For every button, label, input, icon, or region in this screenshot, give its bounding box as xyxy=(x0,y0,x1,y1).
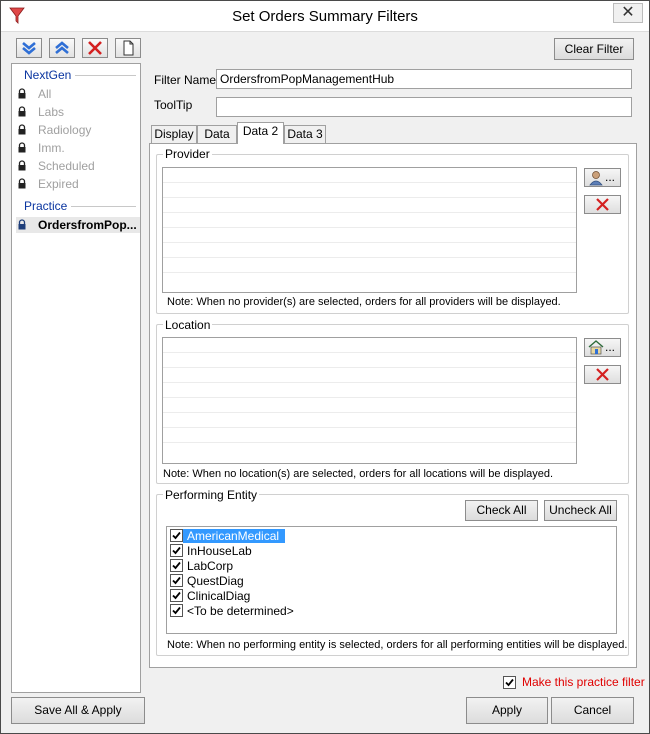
filter-item-scheduled[interactable] xyxy=(16,158,140,174)
delete-x-icon xyxy=(585,366,620,383)
lock-icon xyxy=(16,105,28,119)
list-row xyxy=(163,398,576,413)
group-header-label: Practice xyxy=(24,199,68,213)
provider-list[interactable] xyxy=(162,167,577,293)
entity-checkbox[interactable] xyxy=(170,574,183,587)
filter-item-labs[interactable] xyxy=(16,104,140,120)
delete-filter-button[interactable] xyxy=(82,38,108,58)
move-down-button[interactable] xyxy=(16,38,42,58)
tooltip-field[interactable] xyxy=(216,97,632,117)
location-remove-button[interactable] xyxy=(584,365,621,384)
location-browse-label: ... xyxy=(605,340,616,354)
entity-row-questdiag[interactable] xyxy=(170,573,248,588)
make-practice-checkbox[interactable] xyxy=(503,676,516,689)
tab-data-3[interactable]: Data 3 xyxy=(284,125,326,143)
group-divider xyxy=(71,206,136,207)
provider-note: Note: When no provider(s) are selected, orders for all providers will be displayed. xyxy=(167,296,561,308)
list-row xyxy=(163,213,576,228)
list-row xyxy=(163,338,576,353)
entity-label: QuestDiag xyxy=(187,573,244,588)
list-row xyxy=(163,368,576,383)
filter-list xyxy=(11,63,141,693)
entity-label: LabCorp xyxy=(187,558,234,573)
location-browse-button[interactable] xyxy=(584,338,621,357)
provider-browse-button[interactable] xyxy=(584,168,621,187)
tab-data-2[interactable]: Data 2 xyxy=(237,122,284,144)
lock-icon xyxy=(16,218,28,232)
save-all-apply-label: Save All & Apply xyxy=(34,703,122,717)
entity-label: InHouseLab xyxy=(187,543,252,558)
performing-entity-note: Note: When no performing entity is selected, orders for all performing entities will be displayed. xyxy=(167,639,628,651)
filter-item-label: All xyxy=(38,87,52,101)
clear-filter-label: Clear Filter xyxy=(564,42,624,56)
new-document-icon xyxy=(116,39,140,57)
list-row xyxy=(163,228,576,243)
filter-item-label: Imm. xyxy=(38,141,65,155)
filter-name-label: Filter Name xyxy=(154,73,217,87)
filter-name-field[interactable]: OrdersfromPopManagementHub xyxy=(216,69,632,89)
filter-item-label: OrdersfromPop... xyxy=(38,218,137,232)
tab-display[interactable]: Display xyxy=(151,125,197,143)
provider-browse-label: ... xyxy=(605,170,616,184)
move-up-button[interactable] xyxy=(49,38,75,58)
location-list[interactable] xyxy=(162,337,577,464)
chevron-down-icon xyxy=(17,39,41,57)
apply-button[interactable] xyxy=(466,697,548,724)
checkmark-icon xyxy=(171,560,182,571)
make-practice-label: Make this practice filter xyxy=(522,675,645,689)
lock-icon xyxy=(16,123,28,137)
filter-item-label: Labs xyxy=(38,105,65,119)
group-header-practice xyxy=(16,198,136,214)
chevron-up-icon xyxy=(50,39,74,57)
list-row xyxy=(163,428,576,443)
entity-row-inhouselab[interactable] xyxy=(170,543,256,558)
entity-label: AmericanMedical xyxy=(183,529,285,543)
filter-item-label: Expired xyxy=(38,177,79,191)
check-all-button[interactable] xyxy=(465,500,538,521)
list-row xyxy=(163,413,576,428)
tab-data[interactable]: Data xyxy=(197,125,237,143)
apply-label: Apply xyxy=(491,703,523,717)
save-all-apply-button[interactable] xyxy=(11,697,145,724)
list-row xyxy=(163,258,576,273)
cancel-button[interactable] xyxy=(551,697,634,724)
checkmark-icon xyxy=(171,530,182,541)
uncheck-all-button[interactable] xyxy=(544,500,617,521)
checkmark-icon xyxy=(171,575,182,586)
entity-checkbox[interactable] xyxy=(170,604,183,617)
entity-row-to-be-determined[interactable] xyxy=(170,603,298,618)
entity-checkbox[interactable] xyxy=(170,589,183,602)
filter-item-all[interactable] xyxy=(16,86,140,102)
location-note: Note: When no location(s) are selected, orders for all locations will be displayed. xyxy=(163,468,554,480)
group-divider xyxy=(75,75,136,76)
delete-x-icon xyxy=(83,39,107,57)
close-button[interactable]: ✕ xyxy=(613,3,643,23)
new-filter-button[interactable] xyxy=(115,38,141,58)
provider-remove-button[interactable] xyxy=(584,195,621,214)
checkmark-icon xyxy=(171,545,182,556)
filter-item-imm[interactable] xyxy=(16,140,140,156)
window-title: Set Orders Summary Filters xyxy=(232,8,418,25)
filter-item-label: Scheduled xyxy=(38,159,95,173)
checkmark-icon xyxy=(171,590,182,601)
entity-checkbox[interactable] xyxy=(170,529,183,542)
provider-title: Provider xyxy=(165,147,210,161)
filter-item-label: Radiology xyxy=(38,123,92,137)
checkmark-icon xyxy=(504,677,515,688)
entity-label: ClinicalDiag xyxy=(187,588,251,603)
list-row xyxy=(163,168,576,183)
list-row xyxy=(163,383,576,398)
entity-row-labcorp[interactable] xyxy=(170,558,237,573)
tooltip-label: ToolTip xyxy=(154,98,193,112)
lock-icon xyxy=(16,141,28,155)
list-row xyxy=(163,353,576,368)
lock-icon xyxy=(16,87,28,101)
group-header-nextgen xyxy=(16,67,136,83)
entity-checkbox[interactable] xyxy=(170,559,183,572)
clear-filter-button[interactable] xyxy=(554,38,634,60)
uncheck-all-label: Uncheck All xyxy=(549,503,612,517)
list-row xyxy=(163,183,576,198)
group-header-label: NextGen xyxy=(24,68,72,82)
cancel-label: Cancel xyxy=(573,703,612,717)
filter-item-expired[interactable] xyxy=(16,176,140,192)
list-row xyxy=(163,198,576,213)
check-all-label: Check All xyxy=(476,503,527,517)
delete-x-icon xyxy=(585,196,620,213)
lock-icon xyxy=(16,177,28,191)
entity-label: <To be determined> xyxy=(187,603,294,618)
list-row xyxy=(163,243,576,258)
checkmark-icon xyxy=(171,605,182,616)
location-title: Location xyxy=(165,318,211,332)
entity-row-clinicaldiag[interactable] xyxy=(170,588,254,603)
title-bar xyxy=(1,1,649,32)
lock-icon xyxy=(16,159,28,173)
filter-item-radiology[interactable] xyxy=(16,122,140,138)
make-practice-filter-option[interactable] xyxy=(503,675,645,689)
performing-entity-title: Performing Entity xyxy=(165,488,258,502)
entity-row-americanmedical[interactable] xyxy=(170,528,285,543)
filter-item-ordersfrompop[interactable] xyxy=(16,217,140,233)
entity-checkbox[interactable] xyxy=(170,544,183,557)
